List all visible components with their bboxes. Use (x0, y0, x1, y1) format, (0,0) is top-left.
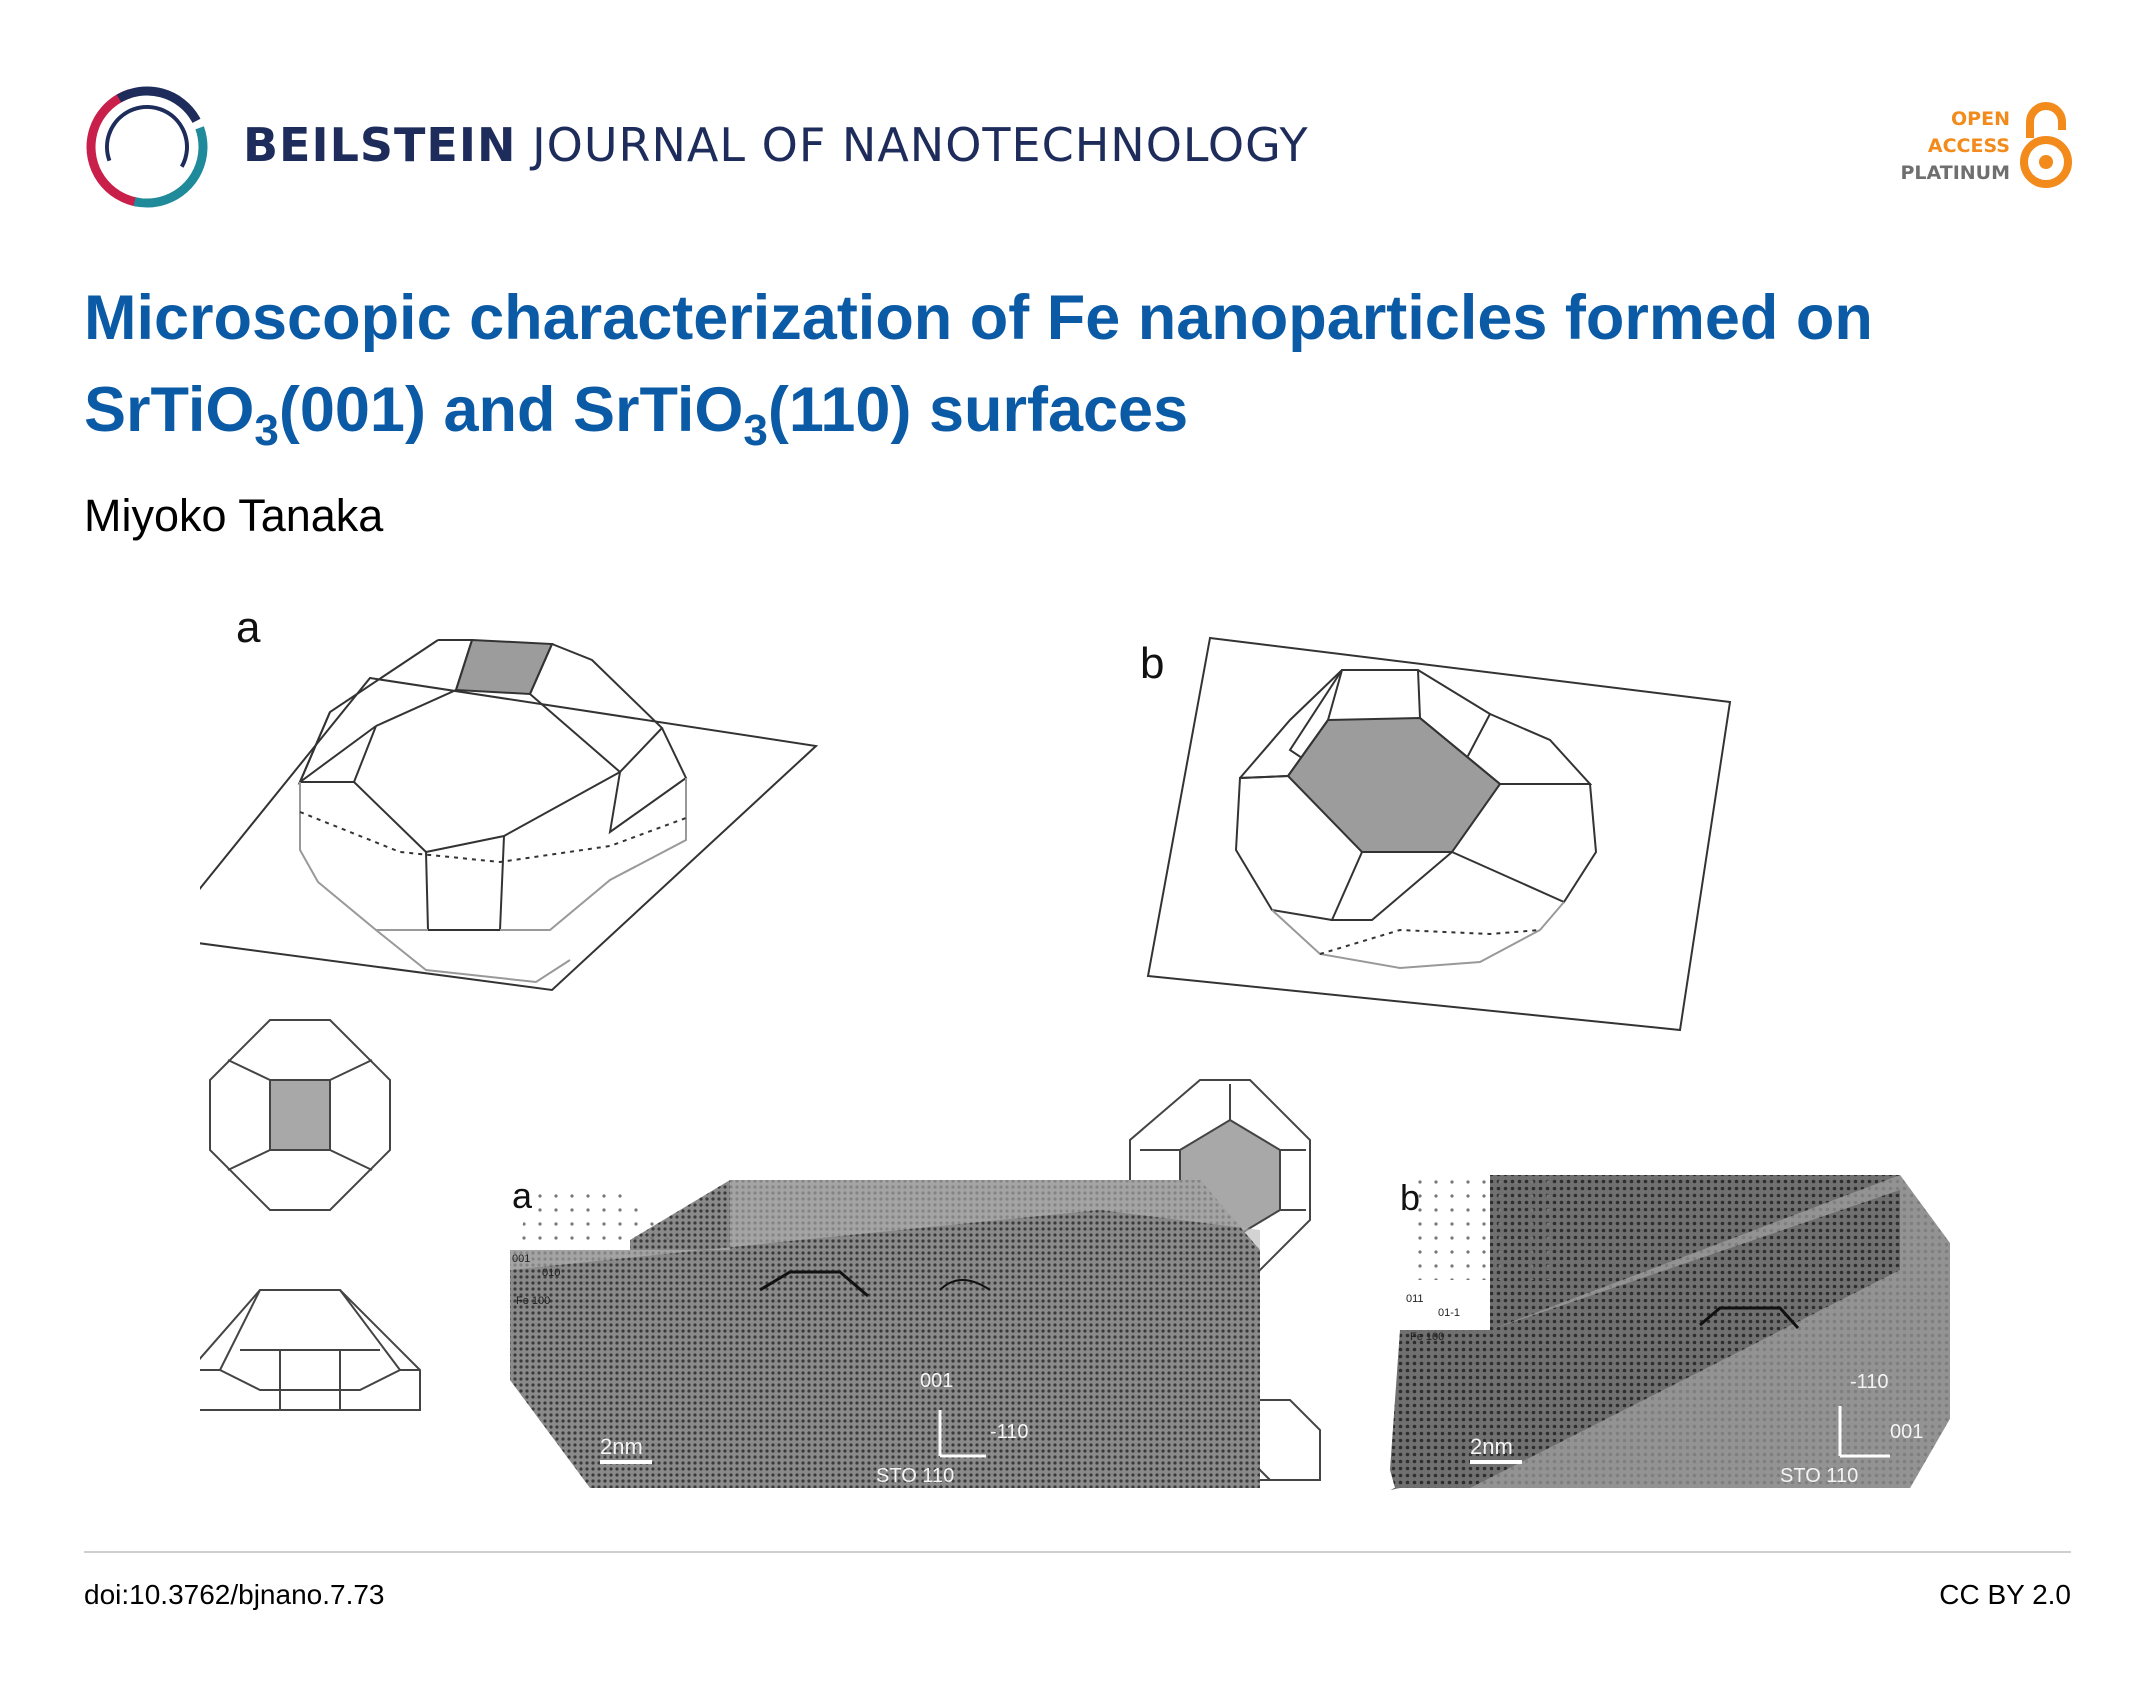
inset-a-axis-h: 010 (542, 1267, 561, 1279)
inset-b-axis-v: 011 (1406, 1293, 1424, 1305)
oa-line-open: OPEN (1951, 108, 2010, 130)
tem-a-scale: 2nm (600, 1434, 643, 1459)
tem-b-dir-v: -110 (1850, 1371, 1889, 1393)
inset-a-label: a (512, 1175, 533, 1216)
footer-divider (84, 1551, 2071, 1553)
tem-a-zone: STO 110 (876, 1465, 955, 1487)
title-sub: 3 (743, 406, 768, 455)
title-line-2 (84, 364, 2064, 456)
license-text: CC BY 2.0 (1939, 1579, 2071, 1610)
tem-a-dir-h: -110 (990, 1421, 1029, 1443)
graphical-abstract-figure (200, 590, 1950, 1500)
panel-a-label: a (236, 603, 261, 652)
doi-text: doi:10.3762/bjnano.7.73 (84, 1579, 385, 1610)
title-line-1: Microscopic characterization of Fe nanoparticles formed on (84, 283, 1873, 353)
title-frag: (110) surfaces (767, 375, 1189, 445)
open-access-lock-icon (2020, 100, 2072, 190)
panel-b-label: b (1140, 639, 1165, 688)
inset-a-axis-ref: Fe 100 (516, 1295, 551, 1307)
inset-b-label: b (1400, 1177, 1421, 1218)
article-author: Miyoko Tanaka (84, 490, 384, 541)
tem-b-dir-h: 001 (1890, 1421, 1924, 1443)
tem-b-zone: STO 110 (1780, 1465, 1859, 1487)
particle-a-3d (200, 640, 816, 990)
particle-b-3d (1148, 638, 1730, 1030)
tem-b-scale: 2nm (1470, 1434, 1513, 1459)
journal-name-bold: BEILSTEIN (243, 118, 517, 172)
inset-a-axis-v: 001 (512, 1253, 531, 1265)
title-sub: 3 (254, 406, 279, 455)
title-frag: (001) and SrTiO (278, 375, 744, 445)
inset-b-axis-ref: Fe 100 (1410, 1331, 1445, 1343)
oa-line-access: ACCESS (1927, 135, 2010, 157)
beilstein-logo-icon (84, 84, 210, 210)
inset-b-axis-h: 01-1 (1438, 1307, 1461, 1319)
projection-a-side (200, 1290, 420, 1410)
journal-name (243, 118, 1309, 172)
tem-image-a (510, 1175, 1260, 1488)
title-frag: SrTiO (84, 375, 255, 445)
projection-a-top (210, 1020, 390, 1210)
journal-name-rest: JOURNAL OF NANOTECHNOLOGY (532, 118, 1309, 172)
open-access-badge (1900, 106, 2010, 187)
tem-a-dir-v: 001 (920, 1370, 954, 1392)
oa-line-platinum: PLATINUM (1900, 162, 2010, 184)
tem-image-b (1390, 1175, 1950, 1490)
article-title (84, 272, 2064, 456)
